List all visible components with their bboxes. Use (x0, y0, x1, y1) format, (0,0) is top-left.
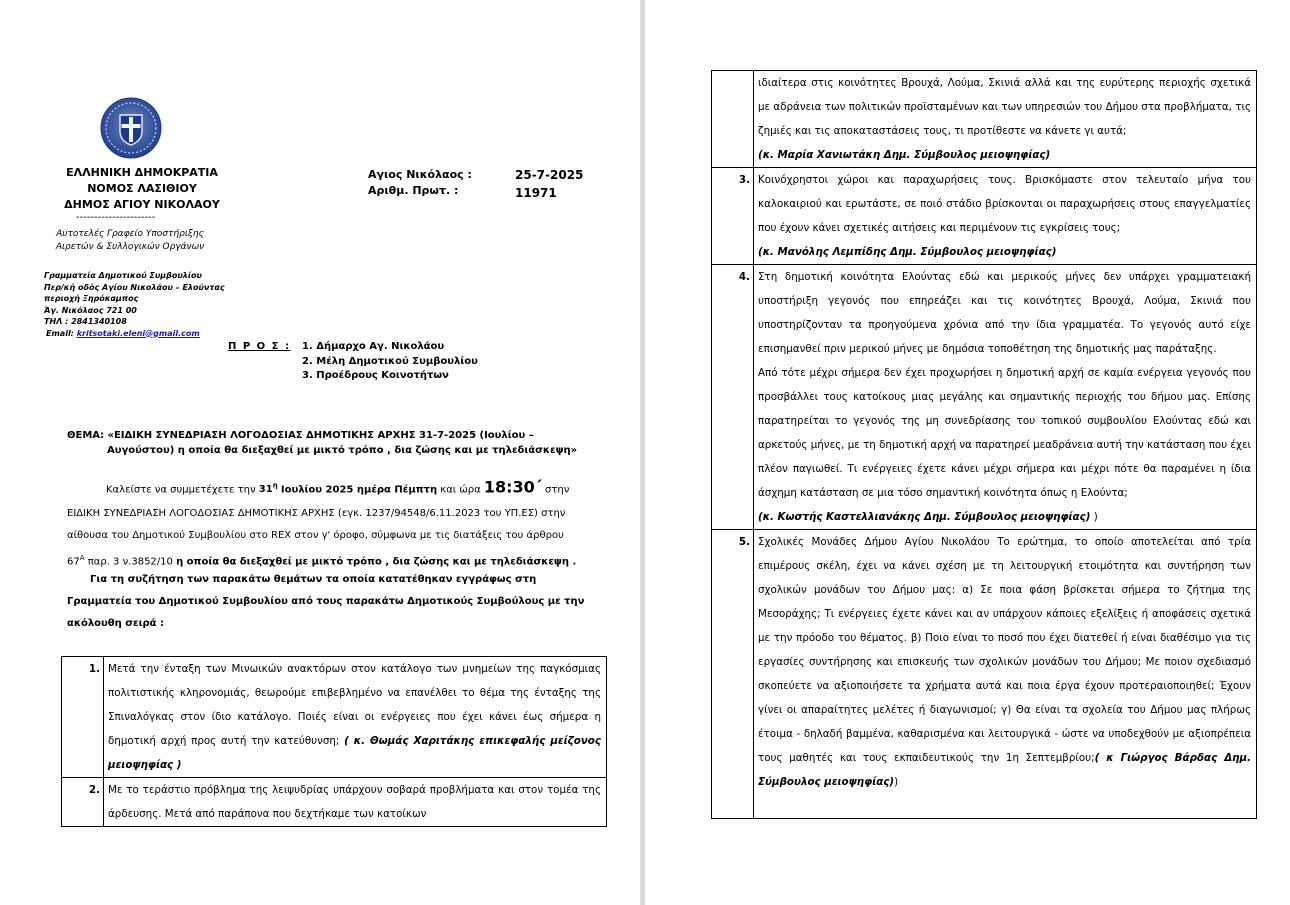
invitation-law: παρ. 3 ν.3852/10 (87, 556, 173, 568)
item-question-continued: Από τότε μέχρι σήμερα δεν έχει προχωρήσει η δημοτική αρχή σε καμία ενέργεια γεγονός που προσβάλλει τους κατοίκους μιας μεγάλης και σημαντικής περιοχής του δήμου μας. Επίσης παρατηρείται το γεγονός της μη συνεδρίασης του τοπικού συμβουλίου Ελούντας εδώ και αρκετούς μήνες, με τη δημοτική αρχή να παρατηρεί μεαδράνεια αυτή την κατάσταση που έχει πλέον παγιωθεί. Τι ενέργειες έχετε κάνει μέχρι σήμερα και μέχρι πότε θα παραμένει η ίδια άσχημη κατάσταση σε μια τόσο σημαντική κοινότητα όπως η Ελούντα; (758, 367, 1251, 499)
table-row (62, 657, 607, 778)
table-row (712, 265, 1257, 530)
recipient-item: 2. Μέλη Δημοτικού Συμβουλίου (302, 355, 478, 367)
recipient-item: 1. Δήμαρχο Αγ. Νικολάου (302, 341, 445, 352)
item-author-tail: ) (1090, 511, 1098, 523)
subject-line2: Αυγούστου) η οποία θα διεξαχθεί με μικτό τρόπο , δια ζώσης και με τηλεδιάσκεψη» (107, 445, 578, 456)
item-text (104, 657, 607, 778)
topics-table-left (61, 656, 607, 827)
item-text (754, 265, 1257, 530)
item-question: ιδιαίτερα στις κοινότητες Βρουχά, Λούμα, Σκινιά αλλά και της ευρύτερης περιοχής σχετικά με αδράνεια των πολιτικών προϊσταμένων και των υπηρεσιών του Δήμου στα προβλήματα, τις ζημιές και τις αποκαταστάσεις τους, τι προτίθεστε να κάνετε γι αυτά; (758, 77, 1251, 137)
greek-coat-of-arms-icon (100, 97, 162, 159)
invitation-time: 18:30΄ (483, 477, 542, 497)
letterhead-prefecture: ΝΟΜΟΣ ΛΑΣΙΘΙΟΥ (87, 182, 197, 195)
table-row (62, 778, 607, 827)
item-question: Κοινόχρηστοι χώροι και παραχωρήσεις τους. Βρισκόμαστε στον τελευταίο μήνα του καλοκαιριού και ερωτάστε, σε ποιό στάδιο βρίσκονται οι παραχωρήσεις στους επαγγελματίες που έχουν κάνει σχετικές αιτήσεις και περιμένουν τις εγκρίσεις τους; (758, 174, 1251, 234)
invitation-day: 31 (258, 484, 273, 496)
item-number (712, 71, 754, 168)
item-author: (κ. Κωστής Καστελλιανάκης Δημ. Σύμβουλος μειοψηφίας) (758, 511, 1091, 523)
document-page-right (645, 0, 1290, 905)
subject-label: ΘΕΜΑ: (67, 430, 105, 441)
invitation-date: Ιουλίου 2025 ημέρα Πέμπτη (280, 484, 438, 496)
item-question: Με το τεράστιο πρόβλημα της λειψυδρίας υπάρχουν σοβαρά προβλήματα και στον τομέα της άρδευσης. Μετά από παράπονα που δεχτήκαμε των κατοίκων (108, 784, 601, 820)
invitation-text: στην (545, 484, 570, 496)
topics-intro-line2: Γραμματεία του Δημοτικού Συμβουλίου από τους παρακάτω Δημοτικούς Συμβούλους με την (67, 596, 585, 607)
invitation-day-sup: η (272, 482, 278, 490)
invitation-text: και ώρα (440, 484, 481, 496)
address-line: Γραμματεία Δημοτικού Συμβουλίου (44, 271, 202, 280)
recipients-list (302, 340, 478, 384)
address-line: Περ/κή οδός Αγίου Νικολάου – Ελούντας (44, 282, 225, 292)
document-date: 25-7-2025 (515, 168, 584, 182)
address-line: Άγ. Νικόλαος 721 00 (44, 305, 137, 315)
email-link[interactable]: kritsotaki.eleni@gmail.com (76, 328, 200, 338)
item-number: 1. (62, 657, 104, 778)
office-name-line2: Αιρετών & Συλλογικών Οργάνων (55, 242, 205, 252)
protocol-label: Αριθμ. Πρωτ. : (368, 184, 459, 197)
item-author: (κ. Μαρία Χανιωτάκη Δημ. Σύμβουλος μειοψηφίας) (758, 149, 1051, 161)
place-label: Αγιος Νικόλαος : (368, 168, 472, 181)
invitation-text: Καλείστε να συμμετέχετε την (106, 484, 256, 496)
address-phone: ΤΗΛ : 2841340108 (44, 317, 127, 326)
recipients-label: Π Ρ Ο Σ : (228, 341, 291, 352)
invitation-article-sup: Α (79, 554, 85, 562)
item-author-tail: ) (894, 776, 899, 788)
item-author: ( κ Γιώργος Βάρδας Δημ. Σύμβουλος μειοψηφίας) (758, 752, 1251, 788)
address-line: περιοχή Ξηρόκαμπος (44, 294, 139, 303)
letterhead-municipality: ΔΗΜΟΣ ΑΓΙΟΥ ΝΙΚΟΛΑΟΥ (64, 198, 220, 211)
table-row (712, 168, 1257, 265)
item-number: 3. (712, 168, 754, 265)
protocol-number: 11971 (515, 186, 557, 200)
invitation-line2: ΕΙΔΙΚΗ ΣΥΝΕΔΡΙΑΣΗ ΛΟΓΟΔΟΣΙΑΣ ΔΗΜΟΤΙΚΗΣ ΑΡΧΗΣ (εγκ. 1237/94548/6.11.2023 του ΥΠ.ΕΣ) στην (67, 508, 566, 519)
recipient-item: 3. Προέδρους Κοινοτήτων (302, 370, 449, 381)
office-name-line1: Αυτοτελές Γραφείο Υποστήριξης (56, 229, 204, 239)
subject-line1: «ΕΙΔΙΚΗ ΣΥΝΕΔΡΙΑΣΗ ΛΟΓΟΔΟΣΙΑΣ ΔΗΜΟΤΙΚΗΣ ΑΡΧΗΣ 31-7-2025 (Ιουλίου – (107, 430, 534, 441)
email-label: Email: (46, 328, 74, 338)
address-block (44, 270, 225, 339)
invitation-article: 67 (67, 556, 80, 568)
letterhead-country: ΕΛΛΗΝΙΚΗ ΔΗΜΟΚΡΑΤΙΑ (66, 166, 218, 179)
topics-table-right (711, 70, 1257, 819)
item-text (104, 778, 607, 827)
item-text (754, 71, 1257, 168)
table-row (712, 71, 1257, 168)
invitation-line1 (106, 474, 569, 502)
item-author: ( κ. Θωμάς Χαριτάκης επικεφαλής μείζονος μειοψηφίας ) (108, 735, 601, 771)
invitation-line3: αίθουσα του Δημοτικού Συμβουλίου στο REX στον γ' όροφο, σύμφωνα με τις διατάξεις του άρθρου (67, 530, 564, 541)
item-number: 4. (712, 265, 754, 530)
item-number: 5. (712, 530, 754, 819)
item-text (754, 168, 1257, 265)
item-question: Μετά την ένταξη των Μινωικών ανακτόρων στον κατάλογο των μνημείων της παγκόσμιας πολιτιστικής κληρονομιάς, θεωρούμε επιβεβλημένο να επανέλθει το θέμα της ένταξης της Σπιναλόγκας στον ίδιο κατάλογο. Ποιές είναι οι ενέργειες που έχει κάνει έως σήμερα η δημοτική αρχή προς αυτή την κατεύθυνση; (108, 663, 601, 747)
item-author: (κ. Μανόλης Λεμπίδης Δημ. Σύμβουλος μειοψηφίας) (758, 246, 1057, 258)
item-text (754, 530, 1257, 819)
item-question: Στη δημοτική κοινότητα Ελούντας εδώ και μερικούς μήνες δεν υπάρχει γραμματειακή υποστήριξη γεγονός που επηρεάζει και τις κοινότητες Βρουχά, Λούμα, Σκινιά που υποστηρίζονταν τα προηγούμενα χρόνια από την ίδια γραμματέα. Το γεγονός αυτό είχε επισημανθεί πριν μερικού μήνες με δημόσια τοποθέτηση της δημοτικής μας παράταξης. (758, 271, 1251, 355)
document-page-left (0, 0, 640, 905)
subject (67, 428, 534, 443)
topics-intro-line3: ακόλουθη σειρά : (67, 618, 165, 629)
table-row (712, 530, 1257, 819)
item-number: 2. (62, 778, 104, 827)
letterhead-divider: ---------------------- (76, 212, 156, 223)
topics-intro-line1: Για τη συζήτηση των παρακάτω θεμάτων τα οποία κατατέθηκαν εγγράφως στη (90, 574, 537, 585)
invitation-mode: η οποία θα διεξαχθεί με μικτό τρόπο , δια ζώσης και με τηλεδιάσκεψη . (176, 556, 577, 568)
item-question: Σχολικές Μονάδες Δήμου Αγίου Νικολάου Το ερώτημα, το οποίο αποτελείται από τρία επιμέρους σκέλη, έχει να κάνει σχέση με τη λειτουργική ετοιμότητα και συντήρηση των σχολικών μονάδων του Δήμου μας: α) Σε ποια φάση βρίσκεται σήμερα το ζήτημα της Μεσοράχης; Τι ενέργειες έχετε κάνει και αν υπάρχουν κάποιες εξελίξεις ή αποφάσεις σχετικά με την πρόοδο του θέματος. β) Ποιο είναι το ποσό που έχει διατεθεί ή είναι διαθέσιμο για τις εργασίες συντήρησης και επισκευής των σχολικών μονάδων του Δήμου; Με ποιον σχεδιασμό σκοπεύετε να αξιοποιήσετε τα χρήματα αυτά και ποια έργα έχουν προτεραιοποιηθεί; Έχουν γίνει οι απαραίτητες μελέτες ή διαγωνισμοί; γ) Θα είναι τα σχολεία του Δήμου μας πλήρως έτοιμα - δηλαδή βαμμένα, καθαρισμένα και λειτουργικά - ώστε να υποδεχθούν με αξιοπρέπεια τους μαθητές και τους εκπαιδευτικούς την 1η Σεπτεμβρίου; (758, 536, 1251, 764)
